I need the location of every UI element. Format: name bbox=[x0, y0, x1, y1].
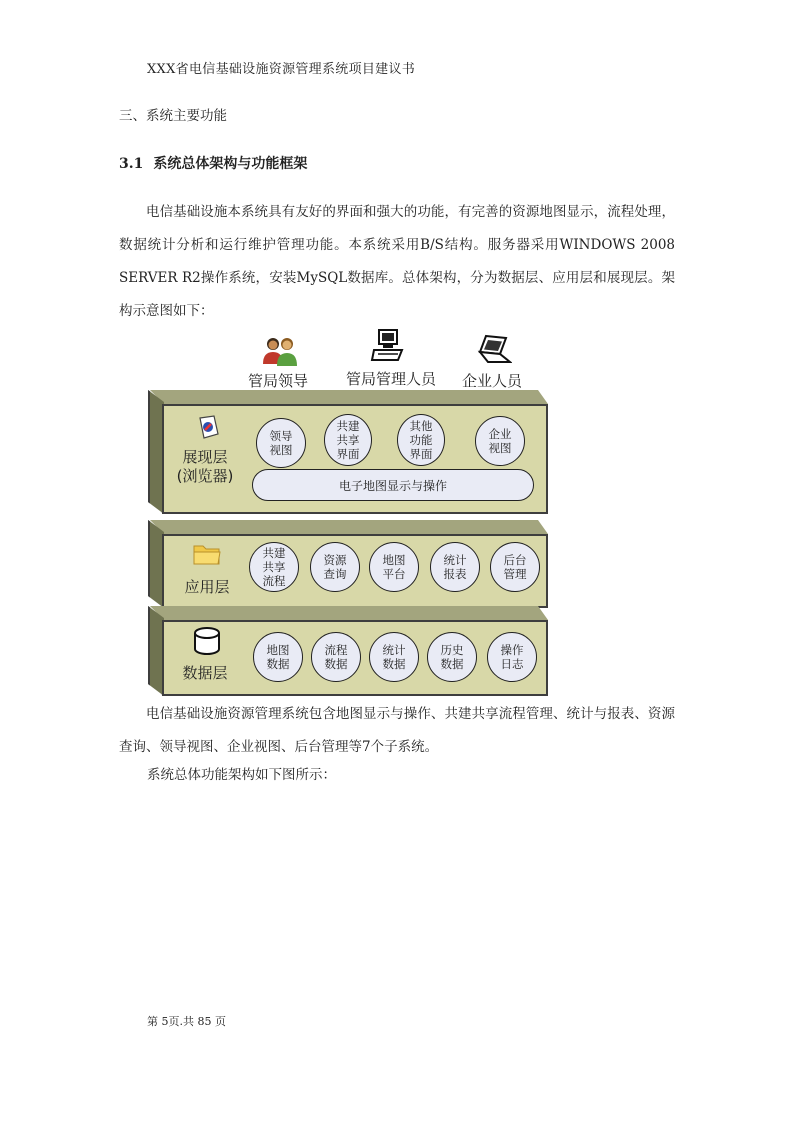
subsystems-paragraph: 电信基础设施资源管理系统包含地图显示与操作、共建共享流程管理、统计与报表、资源查询、领导视图、企业视图、后台管理等7个子系统。 bbox=[119, 706, 675, 755]
application-layer-name: 应用层 bbox=[184, 578, 230, 596]
subsection-title bbox=[119, 153, 307, 173]
desktop-computer-icon bbox=[370, 328, 406, 364]
module-sharing-ui: 共建 共享 界面 bbox=[324, 414, 372, 466]
module-process-data: 流程 数据 bbox=[311, 632, 361, 682]
architecture-diagram bbox=[148, 328, 548, 696]
module-stat-data: 统计 数据 bbox=[369, 632, 419, 682]
map-display-bar: 电子地图显示与操作 bbox=[252, 469, 534, 501]
module-stat-report: 统计 报表 bbox=[430, 542, 480, 592]
module-map-data: 地图 数据 bbox=[253, 632, 303, 682]
database-icon bbox=[192, 626, 222, 656]
document-header: XXX省电信基础设施资源管理系统项目建议书 bbox=[147, 62, 416, 77]
browser-icon bbox=[196, 414, 220, 440]
module-sharing-process: 共建 共享 流程 bbox=[249, 542, 299, 592]
folder-icon bbox=[192, 540, 222, 566]
people-icon bbox=[260, 334, 300, 368]
module-other-ui: 其他 功能 界面 bbox=[397, 414, 445, 466]
module-map-platform: 地图 平台 bbox=[369, 542, 419, 592]
role-label-enterprise: 企业人员 bbox=[462, 372, 523, 390]
intro-paragraph: 电信基础设施本系统具有友好的界面和强大的功能，有完善的资源地图显示，流程处理，数据统计分析和运行维护管理功能。本系统采用B/S结构。服务器采用WINDOWS 2008 SERVER R2操作系统，安装MySQL数据库。总体架构，分为数据层、应用层和展现层。架构示意图如下： bbox=[119, 204, 675, 319]
role-label-leader: 管局领导 bbox=[248, 372, 309, 390]
module-operation-log: 操作 日志 bbox=[487, 632, 537, 682]
module-history-data: 历史 数据 bbox=[427, 632, 477, 682]
module-resource-query: 资源 查询 bbox=[310, 542, 360, 592]
module-enterprise-view: 企业 视图 bbox=[475, 416, 525, 466]
page-footer: 第 5页.共 85 页 bbox=[147, 1015, 226, 1028]
section-title: 三、系统主要功能 bbox=[119, 108, 227, 124]
data-layer-name: 数据层 bbox=[182, 664, 228, 682]
subsection-heading: 系统总体架构与功能框架 bbox=[153, 156, 308, 172]
module-leader-view: 领导 视图 bbox=[256, 418, 306, 468]
presentation-layer-name: 展现层 (浏览器) bbox=[176, 448, 234, 485]
laptop-icon bbox=[476, 334, 512, 366]
function-intro-paragraph: 系统总体功能架构如下图所示： bbox=[147, 767, 336, 783]
subsection-number: 3.1 bbox=[119, 156, 144, 172]
role-label-admin: 管局管理人员 bbox=[346, 370, 437, 388]
module-backend-admin: 后台 管理 bbox=[490, 542, 540, 592]
